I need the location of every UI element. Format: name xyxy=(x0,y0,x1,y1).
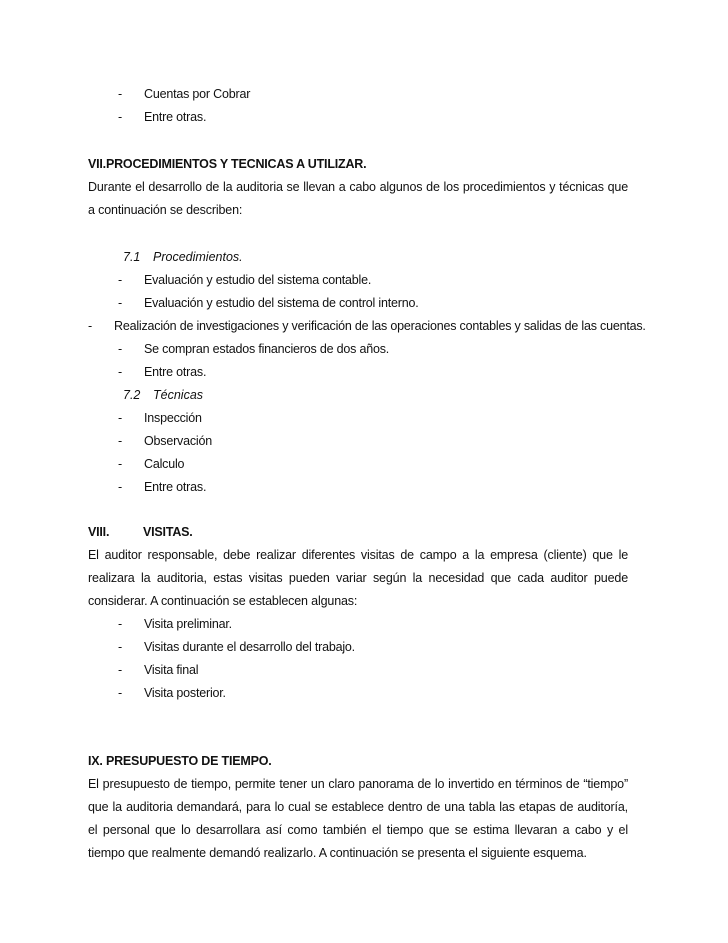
list-item xyxy=(88,613,628,636)
list-item-text: Entre otras. xyxy=(144,480,207,494)
bullet: - xyxy=(118,434,123,448)
list-item-text: Visita final xyxy=(144,663,199,677)
bullet: - xyxy=(118,342,123,356)
list-item xyxy=(88,269,628,292)
bullet: - xyxy=(118,411,123,425)
bullet: - xyxy=(118,686,123,700)
list-item xyxy=(88,292,628,315)
list-item xyxy=(88,476,628,499)
subsection-7-1-heading xyxy=(88,246,628,269)
list-item-text: Se compran estados financieros de dos años. xyxy=(144,342,390,356)
list-item xyxy=(88,682,628,705)
list-item xyxy=(88,106,628,129)
section-9-heading: IX. PRESUPUESTO DE TIEMPO. xyxy=(88,754,272,768)
list-item-text: Visita preliminar. xyxy=(144,617,232,631)
list-item-text: Visita posterior. xyxy=(144,686,226,700)
list-item xyxy=(88,338,628,361)
list-item xyxy=(88,659,628,682)
bullet: - xyxy=(88,319,93,333)
section-8-paragraph: El auditor responsable, debe realizar diferentes visitas de campo a la empresa (cliente) que le realizara la auditoria, estas visitas pueden variar según la necesidad que cada auditor puede considerar. A continuación se establecen algunas: xyxy=(88,548,628,608)
list-item xyxy=(88,361,628,384)
list-item-text: Evaluación y estudio del sistema de control interno. xyxy=(144,296,419,310)
list-item-text: Visitas durante el desarrollo del trabajo. xyxy=(144,640,355,654)
subsection-title: Procedimientos. xyxy=(153,250,243,264)
bullet: - xyxy=(118,87,123,101)
list-item-text: Evaluación y estudio del sistema contable. xyxy=(144,273,372,287)
list-item xyxy=(88,83,628,106)
section-7-paragraph: Durante el desarrollo de la auditoria se llevan a cabo algunos de los procedimientos y técnicas que a continuación se describen: xyxy=(88,180,628,217)
list-item xyxy=(88,315,646,338)
bullet: - xyxy=(118,640,123,654)
list-item-text: Inspección xyxy=(144,411,202,425)
subsection-7-2-heading xyxy=(88,384,628,407)
list-item xyxy=(88,430,628,453)
bullet: - xyxy=(118,365,123,379)
list-item xyxy=(88,636,628,659)
subsection-title: Técnicas xyxy=(153,388,204,402)
list-item-text: Observación xyxy=(144,434,212,448)
bullet: - xyxy=(118,457,123,471)
bullet: - xyxy=(118,273,123,287)
visits-list xyxy=(88,613,628,705)
list-item xyxy=(88,453,628,476)
list-item-text: Entre otras. xyxy=(144,110,207,124)
subsection-number: 7.2 xyxy=(123,388,141,402)
bullet: - xyxy=(118,617,123,631)
document-page xyxy=(88,83,646,865)
section-8-heading xyxy=(88,521,628,544)
section-title: VISITAS. xyxy=(143,525,193,539)
list-item-text: Calculo xyxy=(144,457,185,471)
bullet: - xyxy=(118,296,123,310)
procedures-list xyxy=(88,269,646,384)
list-item xyxy=(88,407,628,430)
section-7-heading: VII.PROCEDIMIENTOS Y TECNICAS A UTILIZAR. xyxy=(88,157,367,171)
list-item-text: Cuentas por Cobrar xyxy=(144,87,251,101)
bullet: - xyxy=(118,663,123,677)
list-item-text: Entre otras. xyxy=(144,365,207,379)
subsection-number: 7.1 xyxy=(123,250,141,264)
techniques-list xyxy=(88,407,628,499)
section-9-paragraph: El presupuesto de tiempo, permite tener un claro panorama de lo invertido en términos de “tiempo” que la auditoria demandará, para lo cual se establece dentro de una tabla las etapas de auditoría, el personal que lo desarrollara así como también el tiempo que se estima llevaran a cabo y el tiempo que realmente demandó realizarlo. A continuación se presenta el siguiente esquema. xyxy=(88,777,628,860)
top-list xyxy=(88,83,628,129)
bullet: - xyxy=(118,110,123,124)
section-number: VIII. xyxy=(88,525,110,539)
list-item-text: Realización de investigaciones y verificación de las operaciones contables y salidas de las cuentas. xyxy=(114,319,646,333)
bullet: - xyxy=(118,480,123,494)
